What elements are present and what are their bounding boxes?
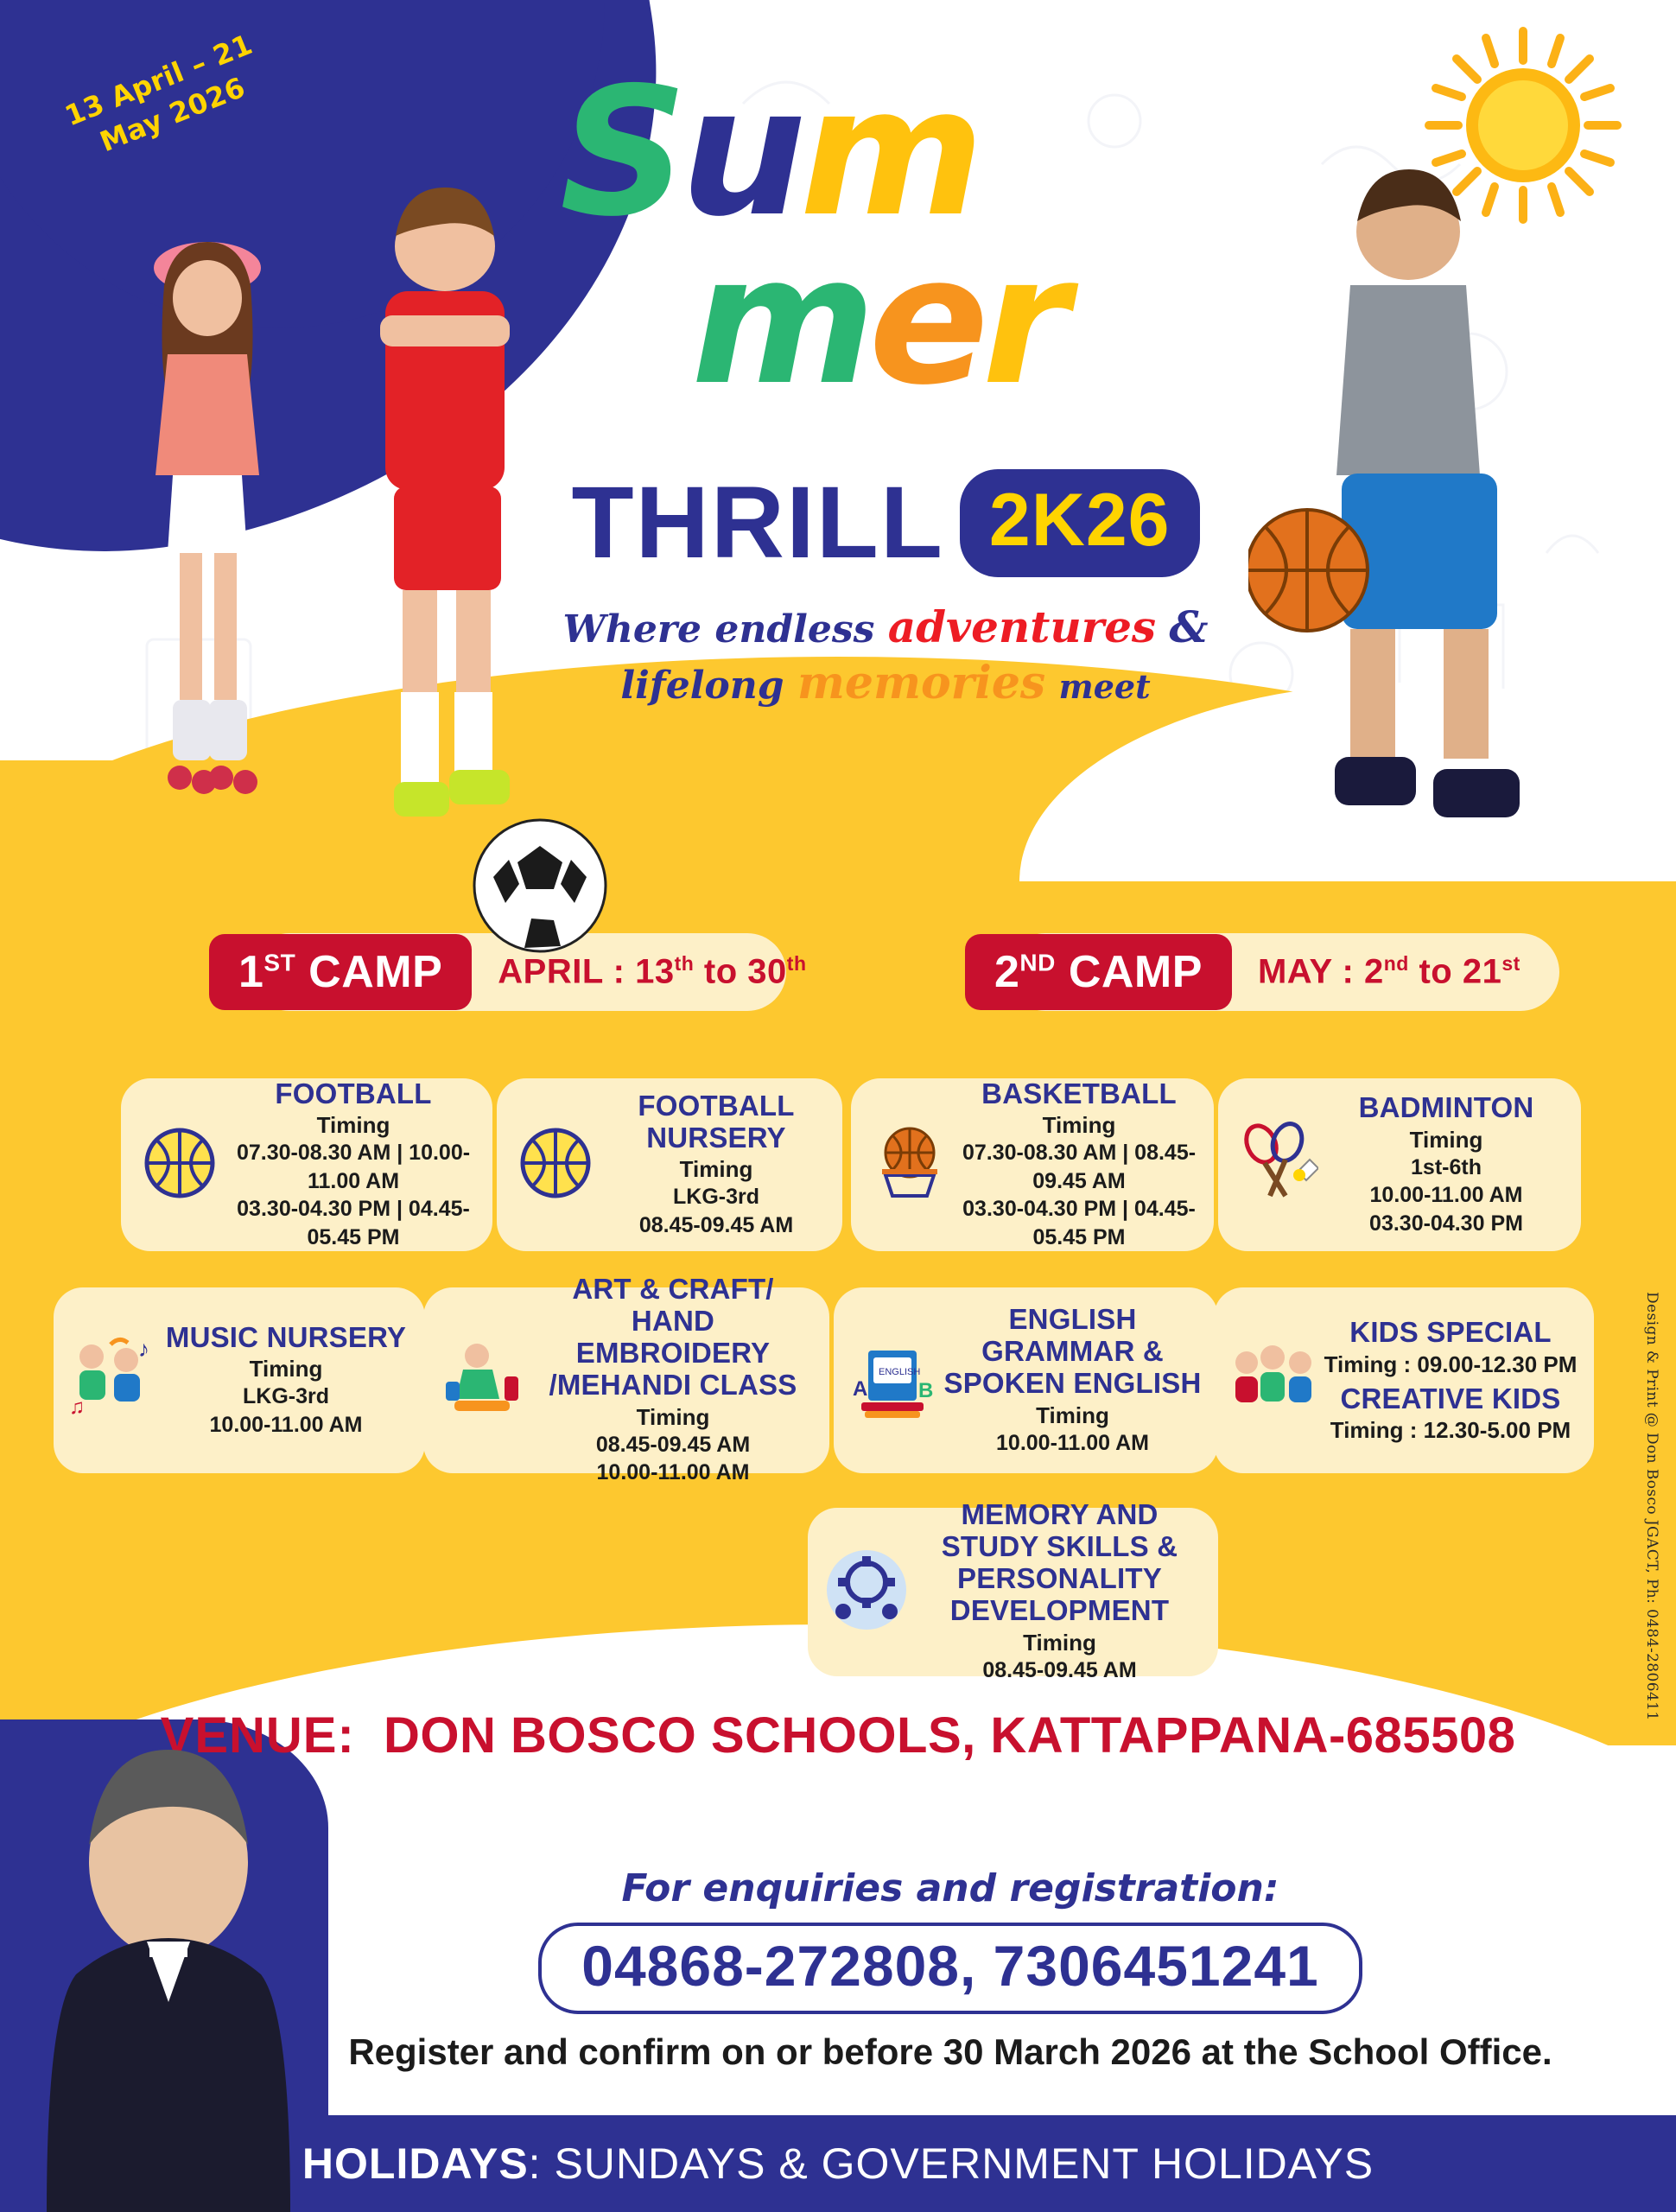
tagline-part1: Where endless [562,607,875,652]
activity-timing-line-1: 07.30-08.30 AM | 10.00-11.00 AM [236,1141,471,1193]
activity-title: MUSIC NURSERY [165,1320,407,1353]
svg-text:♫: ♫ [69,1395,85,1419]
activity-timing-line-2: 03.30-04.30 PM | 04.45-05.45 PM [962,1197,1196,1249]
svg-text:♪: ♪ [138,1336,149,1362]
venue-label: VENUE: [160,1707,355,1764]
activity-card-music-nursery[interactable] [54,1287,425,1473]
soccer-ball-image [471,817,609,955]
activity-timing-line-1: 08.45-09.45 AM [595,1432,751,1457]
summer-wordmark [536,50,1235,471]
activity-timing-line-2: 10.00-11.00 AM [209,1412,363,1437]
activity-timing-label: Timing [1023,1630,1096,1656]
music-icon [66,1331,159,1430]
activity-title: FOOTBALL [275,1077,432,1109]
kids-icon [1226,1333,1319,1427]
activity-timing-line-2: 10.00-11.00 AM [596,1460,750,1485]
activity-timing-line-2: 08.45-09.45 AM [638,1212,794,1237]
football-icon [133,1125,226,1205]
activity-timing-line-3: 03.30-04.30 PM [1369,1211,1523,1236]
kid-photo-boy-football [320,186,570,903]
tagline-part3: meet [1058,666,1151,706]
activity-timing-line-2: 03.30-04.30 PM | 04.45-05.45 PM [237,1197,470,1249]
camp-2-dates: MAY : 2nd to 21st [1257,952,1520,991]
activity-card-body [1319,1310,1582,1452]
activity-timing-line-1: 08.45-09.45 AM [982,1658,1137,1683]
activity-title: BASKETBALL [981,1077,1177,1109]
activity-timing-line-1: LKG-3rd [673,1185,759,1210]
football-icon [509,1125,602,1205]
summer-word-part1: Sum [560,50,978,256]
activity-title: ENGLISH GRAMMAR & SPOKEN ENGLISH [943,1302,1202,1399]
venue-value: DON BOSCO SCHOOLS, KATTAPPANA-685508 [384,1707,1516,1764]
svg-text:A: A [853,1377,868,1401]
holidays-text [302,2139,1374,2189]
basketball-icon [863,1123,956,1207]
activity-card-memory-study[interactable] [808,1498,1218,1683]
activity-card-basketball[interactable] [851,1078,1214,1251]
phone-numbers[interactable]: 04868-272808, 7306451241 [538,1923,1362,2014]
activity-timing-label: Timing [636,1403,710,1430]
summer-word-part2: mer [691,219,1063,424]
activity-card-body [529,1267,817,1494]
activity-timing-line-1: 07.30-08.30 AM | 08.45-09.45 AM [962,1141,1197,1193]
activity-card-body [913,1492,1206,1691]
activity-card-football-nursery[interactable] [497,1078,842,1251]
activity-card-english[interactable] [834,1287,1218,1473]
activity-card-art-craft[interactable] [423,1273,829,1485]
activity-timing-line-2: 10.00-11.00 AM [1369,1183,1523,1208]
svg-text:B: B [918,1379,934,1402]
holidays-value: : SUNDAYS & GOVERNMENT HOLIDAYS [528,2139,1374,2188]
activity-card-body [226,1071,480,1259]
activity-timing-label: Timing [1036,1402,1109,1428]
event-date-badge: 13 April – 21 May 2026 [60,27,257,159]
activity-timing-label: Timing [679,1156,753,1183]
activity-timing-line-1: LKG-3rd [243,1384,329,1409]
kid-photo-boy-basketball [1248,164,1551,881]
activity-timing-label: Timing [316,1112,390,1139]
activity-timing-line-1: 10.00-11.00 AM [996,1430,1149,1455]
don-bosco-portrait [26,1715,311,2212]
tagline-amp: & [1169,601,1209,652]
holidays-label: HOLIDAYS [302,2139,529,2188]
activity-timing-label: Timing [1042,1112,1116,1139]
badminton-icon [1230,1122,1324,1209]
summer-thrill-logo [536,50,1235,711]
contact-block [285,1866,1616,2073]
svg-text:ENGLISH: ENGLISH [879,1367,921,1377]
activity-timing-label: Timing : 09.00-12.30 PM [1324,1351,1578,1377]
activity-title: KIDS SPECIAL [1349,1315,1552,1348]
activity-title: BADMINTON [1358,1090,1534,1123]
activity-title: MEMORY AND STUDY SKILLS & PERSONALITY DEVELOPMENT [941,1498,1178,1627]
camp-header-2 [994,933,1559,1011]
tagline [536,601,1235,711]
design-credit: Design & Print @ Don Bosco JGACT, Ph: 0484-2806411 [1643,1292,1660,1721]
tagline-memories: memories [797,656,1046,709]
activity-card-body [1324,1085,1569,1244]
art-craft-icon [435,1333,529,1427]
kid-photo-girl-skates [112,216,302,855]
tagline-adventures: adventures [887,601,1157,652]
year-badge: 2K26 [960,469,1200,577]
activity-card-body [159,1315,413,1446]
activity-card-kids-special[interactable] [1214,1287,1594,1473]
english-book-icon [846,1335,939,1426]
activity-title-secondary: CREATIVE KIDS [1340,1382,1561,1414]
activity-card-body [602,1084,830,1247]
brain-gears-icon [820,1544,913,1640]
tagline-part2: lifelong [620,663,784,708]
enquiry-title: For enquiries and registration: [621,1866,1279,1910]
register-note: Register and confirm on or before 30 March 2026 at the School Office. [348,2031,1552,2072]
activity-title: ART & CRAFT/ HAND EMBROIDERY /MEHANDI CLASS [549,1273,797,1401]
activity-card-football[interactable] [121,1078,492,1251]
activity-card-body [956,1071,1202,1259]
activity-card-badminton[interactable] [1218,1078,1581,1251]
activity-timing-line-1: 1st-6th [1411,1154,1482,1179]
activity-timing-label-secondary: Timing : 12.30-5.00 PM [1330,1417,1571,1444]
activity-timing-label: Timing [1409,1126,1483,1153]
camp-1-dates: APRIL : 13th to 30th [498,952,807,991]
camp-2-pill: 2ND CAMP [965,934,1232,1010]
thrill-row [536,464,1235,582]
camp-1-pill: 1ST CAMP [209,934,472,1010]
thrill-wordmark: THRILL [571,466,944,580]
activity-card-body [939,1297,1206,1464]
activity-title: FOOTBALL NURSERY [638,1089,795,1154]
activity-timing-label: Timing [249,1356,323,1382]
